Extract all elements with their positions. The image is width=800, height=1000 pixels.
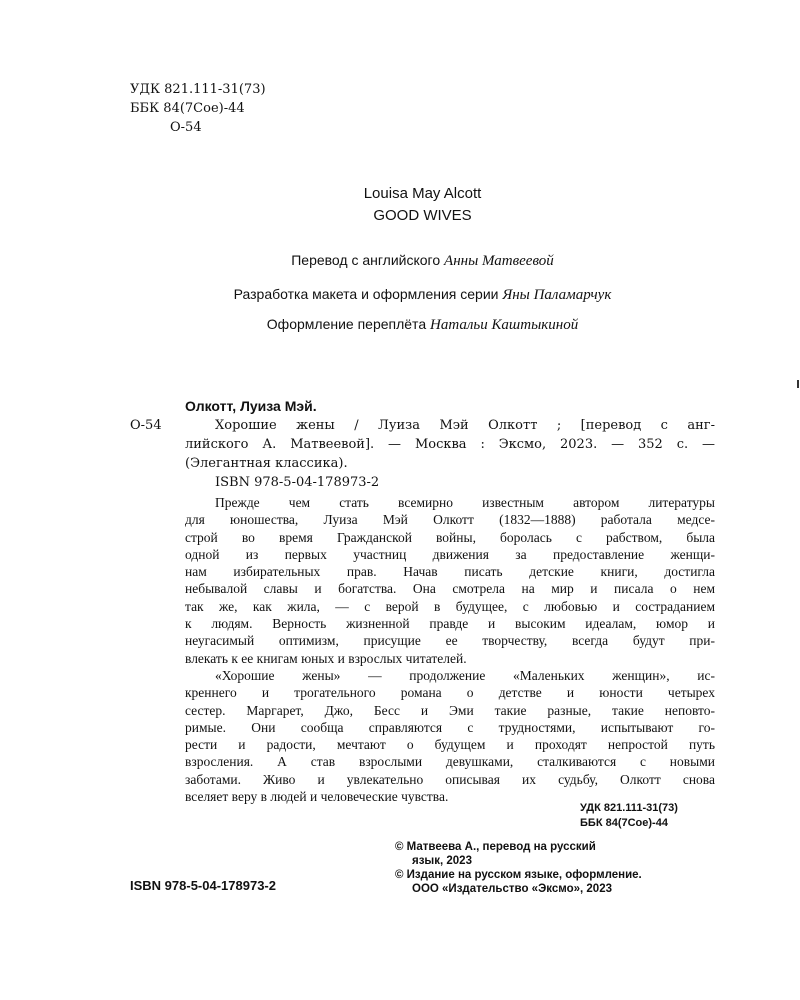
classification-codes: [130, 80, 266, 137]
annotation-line: «Хорошие жены» — продолжение «Маленьких женщин», ис-: [215, 667, 715, 683]
credit-label: Разработка макета и оформления серии: [233, 286, 499, 302]
biblio-isbn: ISBN 978-5-04-178973-2: [215, 475, 380, 490]
bbk-code: ББК 84(7Сое)-44: [580, 817, 668, 829]
annotation-line: сестер. Маргарет, Джо, Бесс и Эми такие разные, такие неповто-: [185, 702, 715, 718]
credit-series-design: [0, 286, 800, 304]
annotation-line: заботами. Живо и увлекательно описывая их судьбу, Олкотт снова: [185, 771, 715, 787]
annotation-line: к людям. Верность жизненной правде и высоким идеалам, юмор и: [185, 616, 715, 632]
credit-label: Перевод с английского: [291, 252, 441, 268]
annotation-line: небывалой славы и богатства. Она смотрела на мир и писала о нем: [185, 581, 715, 597]
bbk-code: ББК 84(7Сое)-44: [130, 101, 245, 116]
biblio-line: Хорошие жены / Луиза Мэй Олкотт ; [перевод с анг-: [215, 418, 715, 433]
author-mark: О-54: [170, 120, 202, 135]
bibliographic-record: [185, 416, 715, 492]
udk-code: УДК 821.111-31(73): [580, 802, 678, 814]
annotation-line: рести и радости, мечтают о будущем и проходят непростой путь: [185, 737, 715, 753]
margin-mark: [797, 380, 799, 388]
original-title-block: [0, 183, 800, 227]
copyright-notice: [395, 840, 642, 896]
biblio-line: лийского А. Матвеевой]. — Москва : Эксмо, 2023. — 352 с. —: [185, 437, 715, 452]
annotation-line: неугасимый оптимизм, присущие ее творчеству, всегда будут при-: [185, 633, 715, 649]
copyright-line: © Издание на русском языке, оформление.: [395, 869, 642, 881]
classification-codes-bottom: [580, 801, 678, 831]
udk-code: УДК 821.111-31(73): [130, 82, 266, 97]
biblio-author-heading: Олкотт, Луиза Мэй.: [185, 398, 317, 414]
credit-name: Анны Матвеевой: [444, 253, 554, 269]
annotation-line: так же, как жила, — с верой в будущее, с любовью и состраданием: [185, 598, 715, 614]
credit-label: Оформление переплёта: [266, 316, 427, 332]
biblio-mark: О-54: [130, 418, 162, 433]
copyright-line: язык, 2023: [412, 855, 472, 867]
annotation-line: строй во время Гражданской войны, боролась с рабством, была: [185, 529, 715, 545]
annotation-line: Прежде чем стать всемирно известным автором литературы: [215, 495, 715, 510]
original-title: GOOD WIVES: [373, 207, 472, 224]
annotation-line: креннего и трогательного романа о детстве и юности четырех: [185, 685, 715, 701]
credit-cover-design: [0, 316, 800, 334]
credit-name: Натальи Каштыкиной: [430, 317, 579, 333]
isbn-bottom: ISBN 978-5-04-178973-2: [130, 878, 276, 893]
annotation: [185, 494, 715, 805]
copyright-line: © Матвеева А., перевод на русский: [395, 841, 596, 853]
credit-name: Яны Паламарчук: [502, 287, 612, 303]
original-author: Louisa May Alcott: [363, 185, 482, 202]
annotation-line: нам избирательных прав. Начав писать детские книги, достигла: [185, 564, 715, 580]
annotation-line: одной из первых участниц движения за предоставление женщи-: [185, 546, 715, 562]
annotation-line: римые. Они сообща справляются с трудностями, испытывают го-: [185, 719, 715, 735]
annotation-line: для юношества, Луиза Мэй Олкотт (1832—1888) работала медсе-: [185, 512, 715, 528]
biblio-line: (Элегантная классика).: [185, 456, 348, 471]
annotation-line: взросления. А став взрослыми девушками, сталкиваются с новыми: [185, 754, 715, 770]
annotation-line: вселяет веру в людей и человеческие чувства.: [185, 789, 449, 805]
annotation-line: влекать к ее книгам юных и взрослых читателей.: [185, 650, 467, 666]
copyright-line: ООО «Издательство «Эксмо», 2023: [412, 883, 612, 895]
credit-translation: [0, 252, 800, 270]
